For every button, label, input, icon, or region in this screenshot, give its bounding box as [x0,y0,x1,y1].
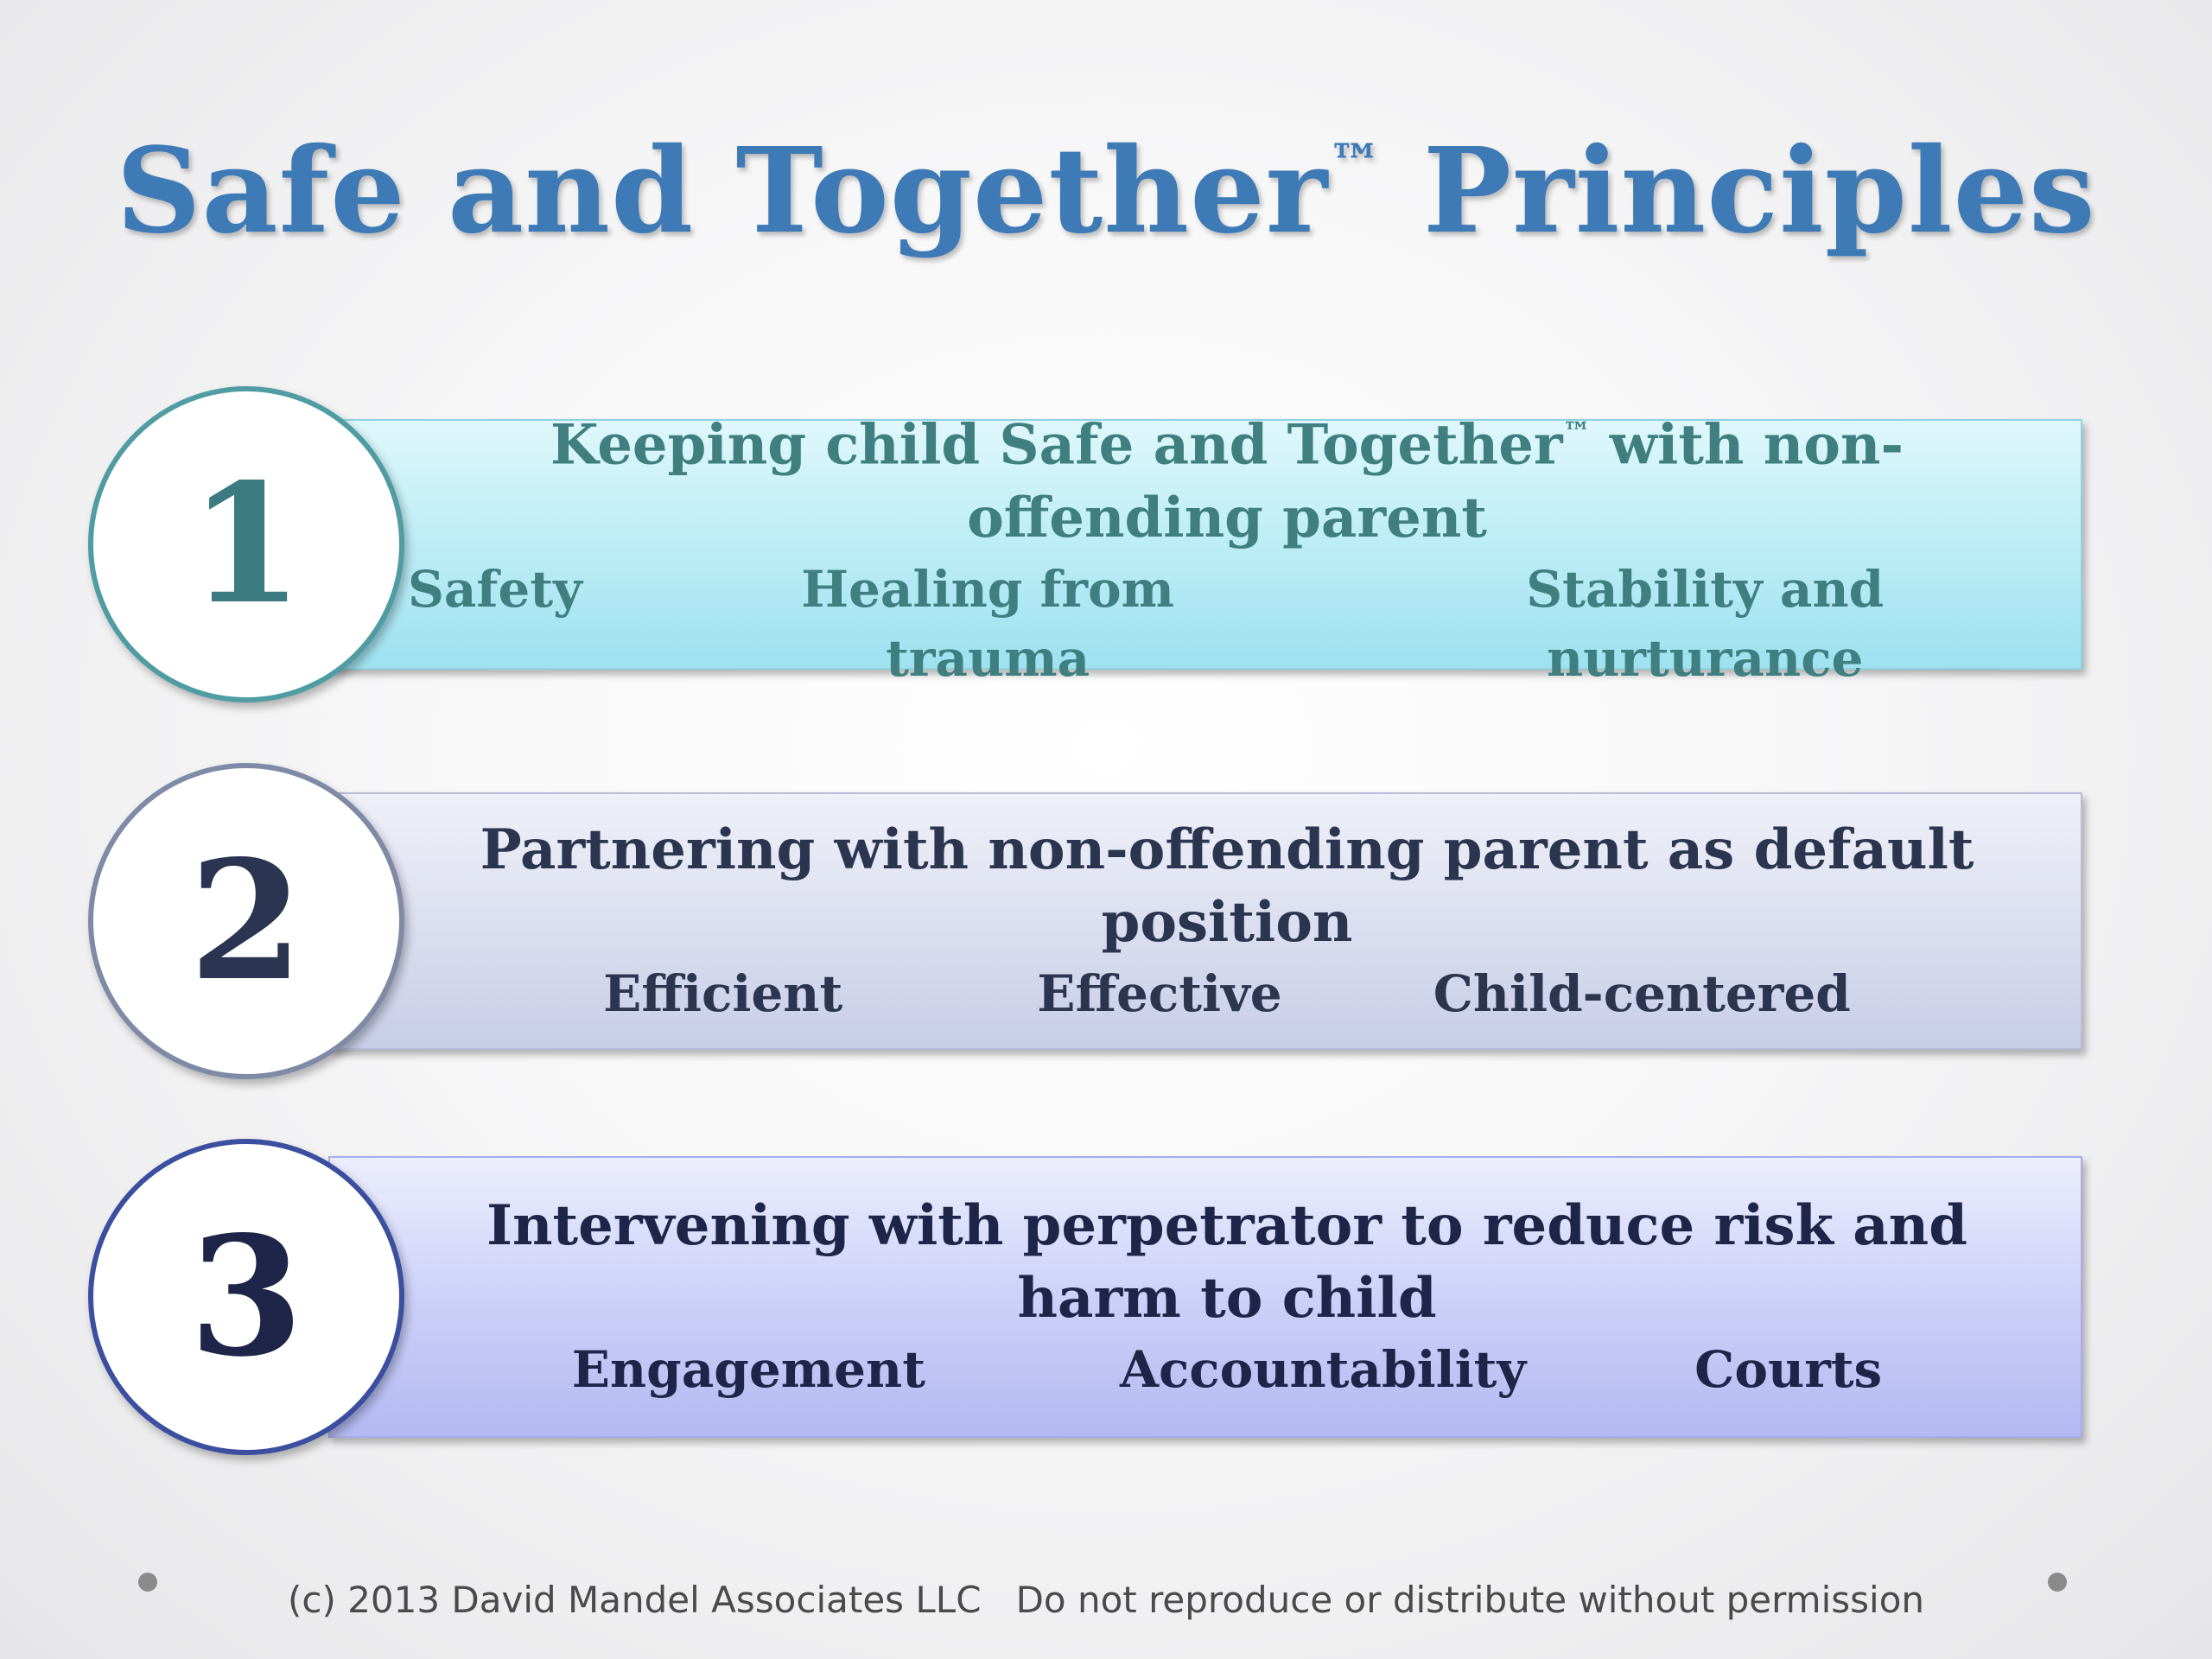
principle-3-subpoints [572,1335,1882,1404]
principle-2-title: Partnering with non-offending parent as default position [480,817,1974,955]
principle-2-banner [328,792,2082,1050]
principle-2-sub-efficient: Efficient [603,964,843,1023]
principle-1-sub-healing: Healing from trauma [801,559,1175,688]
principle-3-sub-engagement: Engagement [571,1340,925,1399]
principle-2-sub-effective: Effective [1037,964,1282,1023]
principle-3-sub-accountability: Accountability [1119,1340,1527,1399]
principle-3-title: Intervening with perpetrator to reduce risk and harm to child [486,1193,1967,1331]
principle-1-title [408,396,2046,555]
principle-1-number: 1 [188,448,304,640]
principle-1-title-prefix: Keeping child Safe and Together [550,412,1563,478]
principle-2-number-circle [88,763,404,1079]
principle-3-number-circle [88,1139,404,1455]
slide-title-trademark: ™ [1328,133,1382,194]
principle-2-subpoints [603,959,1851,1028]
slide-title-suffix: Principles [1381,122,2096,261]
principle-2-sub-child-centered: Child-centered [1433,964,1851,1023]
principle-1-sub-safety: Safety [408,559,582,619]
principle-1-sub-stability: Stability and nurturance [1526,559,1885,688]
principle-1-number-circle [88,386,404,702]
principle-1-trademark: ™ [1562,416,1591,449]
principle-1-banner [328,412,2082,688]
principle-3-number: 3 [188,1200,304,1393]
principle-1-title-suffix: with non-offending parent [967,412,1904,550]
slide-title [0,86,2212,269]
principle-1-subpoints [408,555,2046,693]
principle-3-sub-courts: Courts [1694,1340,1883,1399]
principle-3-banner [328,1156,2082,1438]
principle-2-number: 2 [188,824,304,1017]
footer-copyright: (c) 2013 David Mandel Associates LLC Do not reproduce or distribute without permission [287,1579,1925,1621]
slide-title-main: Safe and Together [116,122,1329,261]
